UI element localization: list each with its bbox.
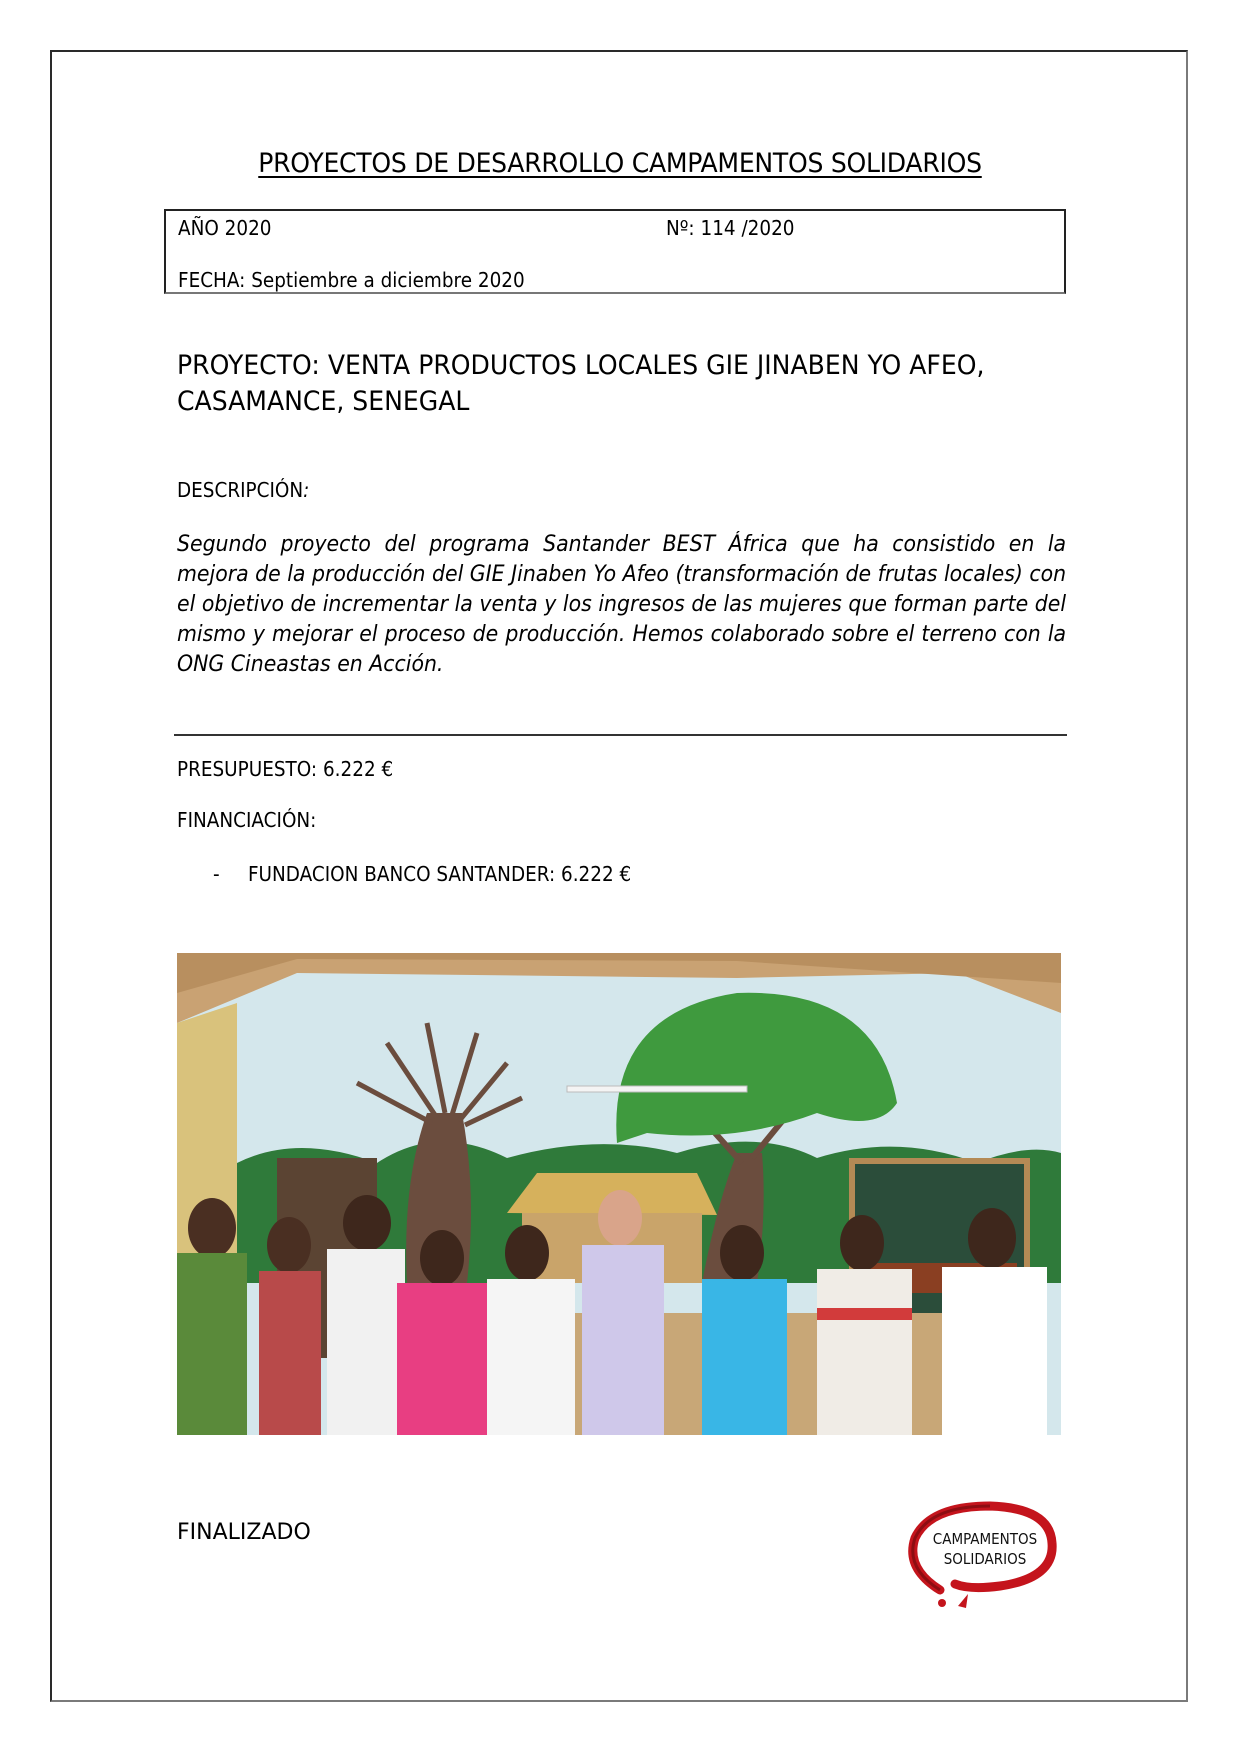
list-bullet: - — [213, 862, 220, 886]
project-photo — [177, 953, 1061, 1435]
description-label: DESCRIPCIÓN — [177, 478, 304, 502]
project-title-line-2: CASAMANCE, SENEGAL — [177, 386, 470, 417]
budget-line: PRESUPUESTO: 6.222 € — [177, 757, 394, 781]
status-label: FINALIZADO — [177, 1520, 311, 1545]
ceiling-light — [567, 1086, 747, 1092]
year-field: AÑO 2020 — [178, 216, 272, 240]
date-field: FECHA: Septiembre a diciembre 2020 — [178, 268, 525, 292]
funder-text: FUNDACION BANCO SANTANDER: 6.222 € — [247, 862, 632, 886]
project-title-line-1: PROYECTO: VENTA PRODUCTOS LOCALES GIE JINABEN YO AFEO, — [177, 350, 985, 381]
info-box — [164, 209, 1066, 294]
campamentos-solidarios-logo — [900, 1498, 1060, 1610]
description-label-colon: : — [303, 478, 310, 502]
group-photo-illustration — [177, 953, 1061, 1435]
logo-text-line-1: CAMPAMENTOS — [932, 1530, 1038, 1548]
description-text: Segundo proyecto del programa Santander BEST África que ha consistido en la mejora de la producción del GIE Jinaben Yo Afeo (transformación de frutas locales) con el objetivo de incrementar la venta y los ingresos de las mujeres que forman parte del mismo y mejorar el proceso de producción. Hemos colaborado sobre el terreno con la ONG Cineastas en Acción. — [177, 532, 1067, 677]
funder-item — [213, 862, 631, 886]
project-number-field: Nº: 114 /2020 — [666, 216, 795, 240]
description-heading — [177, 478, 309, 502]
section-divider — [174, 734, 1067, 736]
logo-text-line-2: SOLIDARIOS — [943, 1550, 1027, 1568]
document-title: PROYECTOS DE DESARROLLO CAMPAMENTOS SOLIDARIOS — [258, 148, 982, 179]
logo-icon — [900, 1498, 1060, 1610]
project-title — [177, 348, 1014, 420]
financing-label: FINANCIACIÓN: — [177, 808, 317, 832]
